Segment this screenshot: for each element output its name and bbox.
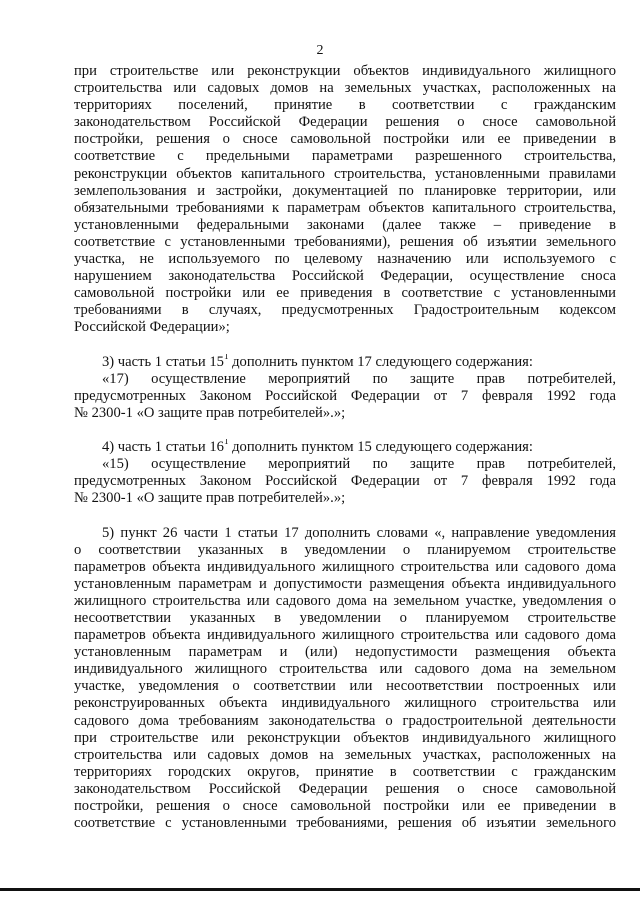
text-line: параметров объекта индивидуального жилищного строительства или садового дома xyxy=(74,558,616,575)
text-line: установленным параметрам и (или) недопустимости размещения объекта xyxy=(74,644,616,661)
text-line: законодательством Российской Федерации решения о сносе самовольной xyxy=(74,114,616,131)
text-line: обязательными требованиями к параметрам объектов капитального строительства, xyxy=(74,199,616,216)
text-line: реконструированных объекта индивидуального жилищного строительства или xyxy=(74,695,616,712)
text-line: соответствие с предельными параметрами разрешенного строительства, xyxy=(74,148,616,165)
item-heading xyxy=(74,354,616,371)
text-line: участке, уведомления о соответствии или несоответствии построенных или xyxy=(74,678,616,695)
text-line: предусмотренных Законом Российской Федерации от 7 февраля 1992 года xyxy=(74,387,616,404)
text-line: установленными федеральными законами (далее также – приведение в xyxy=(74,216,616,233)
text-line: требованиями в случаях, предусмотренных Градостроительным кодексом xyxy=(74,302,616,319)
text-line: при строительстве или реконструкции объектов индивидуального жилищного xyxy=(74,729,616,746)
item-heading-start: 4) часть 1 статьи 16 xyxy=(102,439,224,456)
text-line: «17) осуществление мероприятий по защите прав потребителей, xyxy=(102,370,616,387)
document-body xyxy=(74,63,616,832)
text-line: садового дома требованиям законодательства о градостроительной деятельности xyxy=(74,712,616,729)
text-line: несоответствии указанных в уведомлении о планируемом строительстве xyxy=(74,610,616,626)
paragraph-continuation xyxy=(74,63,616,337)
text-line: предусмотренных Законом Российской Федерации от 7 февраля 1992 года xyxy=(74,473,616,490)
text-line: территориях поселений, принятие в соответствии с гражданским xyxy=(74,97,616,114)
text-line: строительства или садовых домов на земельных участках, расположенных на xyxy=(74,80,616,97)
item-heading xyxy=(74,439,616,456)
text-line: законодательством Российской Федерации решения о сносе самовольной xyxy=(74,780,616,797)
text-line: строительства или садовых домов на земельных участках, расположенных на xyxy=(74,746,616,763)
text-line: самовольной постройки или ее приведения в соответствие с установленными xyxy=(74,285,616,302)
text-line: установленным параметрам и допустимости размещения объекта индивидуального xyxy=(74,575,616,592)
text-line: реконструкции объектов капитального строительства, установленными правилами xyxy=(74,165,616,182)
text-line: 5) пункт 26 части 1 статьи 17 дополнить словами «, направление уведомления xyxy=(102,524,616,541)
text-line: индивидуального жилищного строительства или садового дома на земельном xyxy=(74,661,616,678)
text-line: территориях городских округов, принятие в соответствии с гражданским xyxy=(74,763,616,780)
text-line: постройки, решения о сносе самовольной постройки или ее приведении в xyxy=(74,131,616,148)
text-line: землепользования и застройки, документацией по планировке территории, или xyxy=(74,182,616,199)
amendment-item-4 xyxy=(74,439,616,507)
text-line: Российской Федерации»; xyxy=(74,319,230,336)
item-heading-start: 3) часть 1 статьи 15 xyxy=(102,353,224,370)
text-line: о соответствии указанных в уведомлении о планируемом строительстве xyxy=(74,541,616,558)
text-line: участка, не используемого по целевому назначению или используемого с xyxy=(74,251,616,268)
article-superscript: 1 xyxy=(223,439,229,447)
text-line: «15) осуществление мероприятий по защите прав потребителей, xyxy=(102,456,616,473)
text-line: соответствие с установленными требованиями), решения об изъятии земельного xyxy=(74,233,616,250)
page-number: 2 xyxy=(316,43,324,58)
amendment-item-3 xyxy=(74,354,616,422)
text-line: постройки, решения о сносе самовольной постройки или ее приведении в xyxy=(74,798,616,815)
scan-edge-rule xyxy=(0,888,640,891)
item-heading-end: дополнить пунктом 15 следующего содержания: xyxy=(228,439,533,456)
text-line: соответствие с установленными требованиями, решения об изъятии земельного xyxy=(74,815,616,832)
text-line: № 2300-1 «О защите прав потребителей».»; xyxy=(74,490,346,507)
text-line: жилищного строительства или садового дома на земельном участке, уведомления о xyxy=(74,592,616,609)
text-line: при строительстве или реконструкции объектов индивидуального жилищного xyxy=(74,63,616,79)
text-line: параметров объекта индивидуального жилищного строительства или садового дома xyxy=(74,627,616,644)
text-line: нарушением законодательства Российской Федерации, осуществление сноса xyxy=(74,268,616,285)
item-heading-end: дополнить пунктом 17 следующего содержания: xyxy=(228,353,533,370)
article-superscript: 1 xyxy=(223,353,229,361)
amendment-item-5 xyxy=(74,525,616,833)
text-line: № 2300-1 «О защите прав потребителей».»; xyxy=(74,404,346,421)
